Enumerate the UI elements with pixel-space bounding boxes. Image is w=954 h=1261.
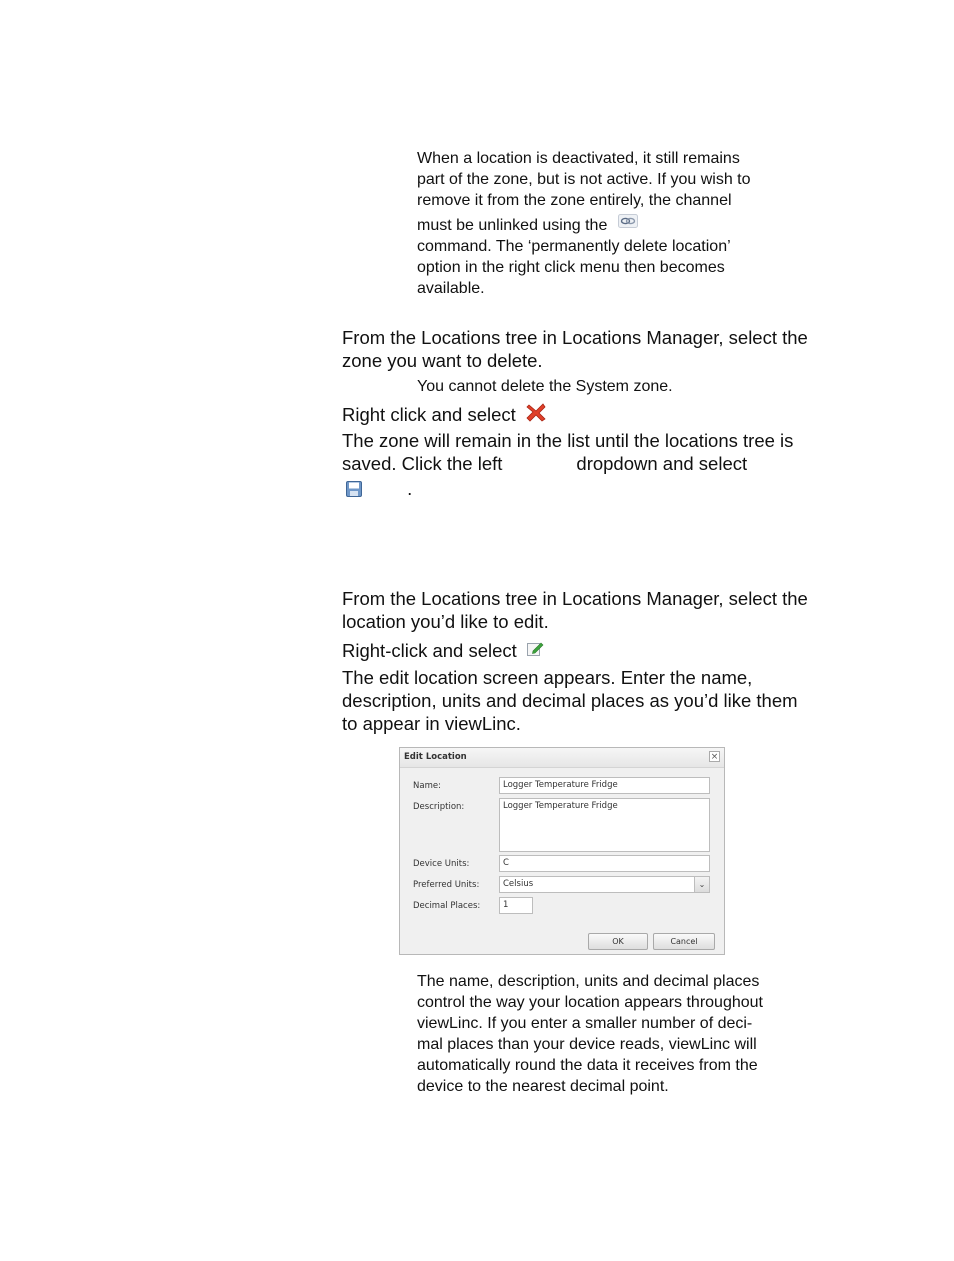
close-icon[interactable]: × [710, 752, 719, 762]
note-line: control the way your location appears throughout [417, 994, 763, 1011]
note-line: part of the zone, but is not active. If you wish to [417, 171, 751, 188]
note-line: viewLinc. If you enter a smaller number of deci- [417, 1015, 753, 1032]
device-units-label: Device Units: [413, 859, 470, 869]
save-disk-icon [346, 479, 362, 502]
step-text: . [407, 478, 413, 499]
name-label: Name: [413, 781, 441, 791]
delete-zone-step1 [342, 326, 842, 372]
edit-location-step1 [342, 587, 842, 633]
edit-location-step3 [342, 666, 842, 735]
note-line-with-icon [417, 215, 797, 236]
edit-icon [526, 639, 544, 662]
decimal-places-field[interactable]: 1 [499, 897, 533, 914]
dialog-titlebar [400, 748, 724, 768]
step-text: location you’d like to edit. [342, 611, 549, 632]
step-text: Right-click and select [342, 640, 517, 661]
step-text-line [342, 452, 842, 475]
step-text: The edit location screen appears. Enter the name, [342, 667, 753, 688]
note-line: remove it from the zone entirely, the channel [417, 192, 732, 209]
name-field[interactable]: Logger Temperature Fridge [499, 777, 710, 794]
decimal-places-label: Decimal Places: [413, 901, 481, 911]
note-line: mal places than your device reads, viewLinc will [417, 1036, 757, 1053]
cancel-button[interactable]: Cancel [653, 933, 715, 950]
description-label: Description: [413, 802, 465, 812]
note-line: must be unlinked using the [417, 217, 608, 234]
note-line: option in the right click menu then becomes [417, 259, 725, 276]
system-zone-note: You cannot delete the System zone. [417, 378, 673, 395]
step-text: to appear in viewLinc. [342, 713, 521, 734]
display-units-note [417, 971, 797, 1097]
step-text: From the Locations tree in Locations Manager, select the [342, 588, 808, 609]
delete-zone-step2 [342, 403, 547, 427]
preferred-units-select[interactable] [499, 876, 710, 893]
edit-location-dialog [399, 747, 725, 955]
chevron-down-icon[interactable]: ⌄ [694, 877, 709, 892]
step-text: Right click and select [342, 404, 516, 425]
note-line: automatically round the data it receives from the [417, 1057, 758, 1074]
preferred-units-value: Celsius [503, 879, 534, 889]
note-line: command. The ‘permanently delete location’ [417, 238, 731, 255]
unlink-icon [618, 213, 638, 234]
step-text: description, units and decimal places as you’d like them [342, 690, 798, 711]
edit-location-step2 [342, 639, 544, 662]
step-text: zone you want to delete. [342, 350, 543, 371]
delete-zone-step3 [342, 429, 842, 502]
note-line: The name, description, units and decimal places [417, 973, 760, 990]
note-line: device to the nearest decimal point. [417, 1078, 669, 1095]
step-text: saved. Click the left [342, 453, 503, 474]
step-text: From the Locations tree in Locations Manager, select the [342, 327, 808, 348]
device-units-field[interactable]: C [499, 855, 710, 872]
preferred-units-label: Preferred Units: [413, 880, 480, 890]
note-line: available. [417, 280, 485, 297]
dialog-title: Edit Location [404, 752, 467, 762]
delete-x-icon [525, 402, 547, 427]
description-field[interactable]: Logger Temperature Fridge [499, 798, 710, 852]
ok-button[interactable]: OK [588, 933, 648, 950]
deactivation-note [417, 148, 797, 299]
step-text: The zone will remain in the list until the locations tree is [342, 430, 794, 451]
step-text: dropdown and select [576, 453, 748, 474]
step-text-line [342, 477, 842, 502]
note-line: When a location is deactivated, it still remains [417, 150, 740, 167]
